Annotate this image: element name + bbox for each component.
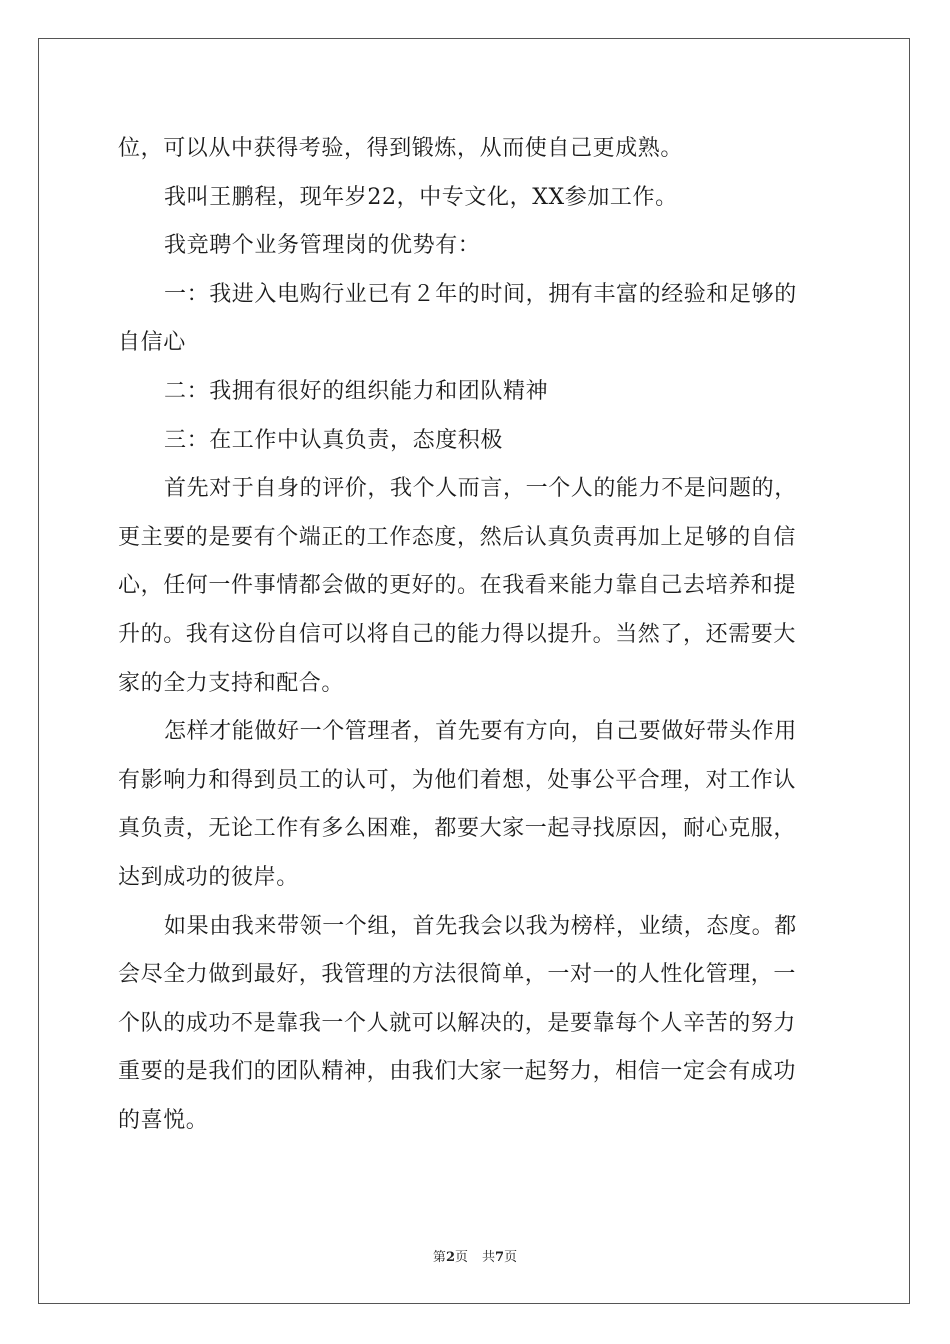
text-line-15: 真负责，无论工作有多么困难，都要大家一起寻找原因，耐心克服， <box>118 816 797 842</box>
text-line-16: 达到成功的彼岸。 <box>118 864 299 890</box>
text-line-7: 三：在工作中认真负责，态度积极 <box>164 427 504 453</box>
text-line-5: 自信心 <box>118 330 186 356</box>
page-suffix: 页 <box>454 1250 468 1265</box>
text-line-17: 如果由我来带领一个组，首先我会以我为榜样，业绩，态度。都 <box>164 913 797 939</box>
text-line-12: 家的全力支持和配合。 <box>118 670 345 696</box>
text-line-19: 个队的成功不是靠我一个人就可以解决的，是要靠每个人辛苦的努力 <box>118 1010 797 1036</box>
text-line-8: 首先对于自身的评价，我个人而言，一个人的能力不是问题的， <box>164 476 797 502</box>
text-line-11: 升的。我有这份自信可以将自己的能力得以提升。当然了，还需要大 <box>118 621 797 647</box>
page-number: 2 <box>445 1250 455 1265</box>
page-prefix: 第 <box>432 1250 446 1265</box>
page-footer <box>0 1246 950 1265</box>
total-prefix: 共 <box>482 1250 496 1265</box>
text-line-4: 一：我进入电购行业已有２年的时间，拥有丰富的经验和足够的 <box>164 281 797 307</box>
text-line-10: 心，任何一件事情都会做的更好的。在我看来能力靠自己去培养和提 <box>118 573 797 599</box>
text-line-3: 我竞聘个业务管理岗的优势有： <box>164 233 481 259</box>
text-line-14: 有影响力和得到员工的认可，为他们着想，处事公平合理，对工作认 <box>118 767 797 793</box>
text-line-9: 更主要的是要有个端正的工作态度，然后认真负责再加上足够的自信 <box>118 524 797 550</box>
text-line-6: 二：我拥有很好的组织能力和团队精神 <box>164 378 549 404</box>
text-line-2: 我叫王鹏程，现年岁22，中专文化，XX参加工作。 <box>164 184 678 210</box>
text-line-18: 会尽全力做到最好，我管理的方法很简单，一对一的人性化管理，一 <box>118 962 797 988</box>
text-line-21: 的喜悦。 <box>118 1107 209 1133</box>
document-body <box>118 125 834 1145</box>
total-suffix: 页 <box>504 1250 518 1265</box>
text-line-1: 位，可以从中获得考验，得到锻炼，从而使自己更成熟。 <box>118 136 684 161</box>
total-pages: 7 <box>495 1250 505 1265</box>
text-line-20: 重要的是我们的团队精神，由我们大家一起努力，相信一定会有成功 <box>118 1059 797 1085</box>
text-line-13: 怎样才能做好一个管理者，首先要有方向，自己要做好带头作用 <box>164 719 797 745</box>
